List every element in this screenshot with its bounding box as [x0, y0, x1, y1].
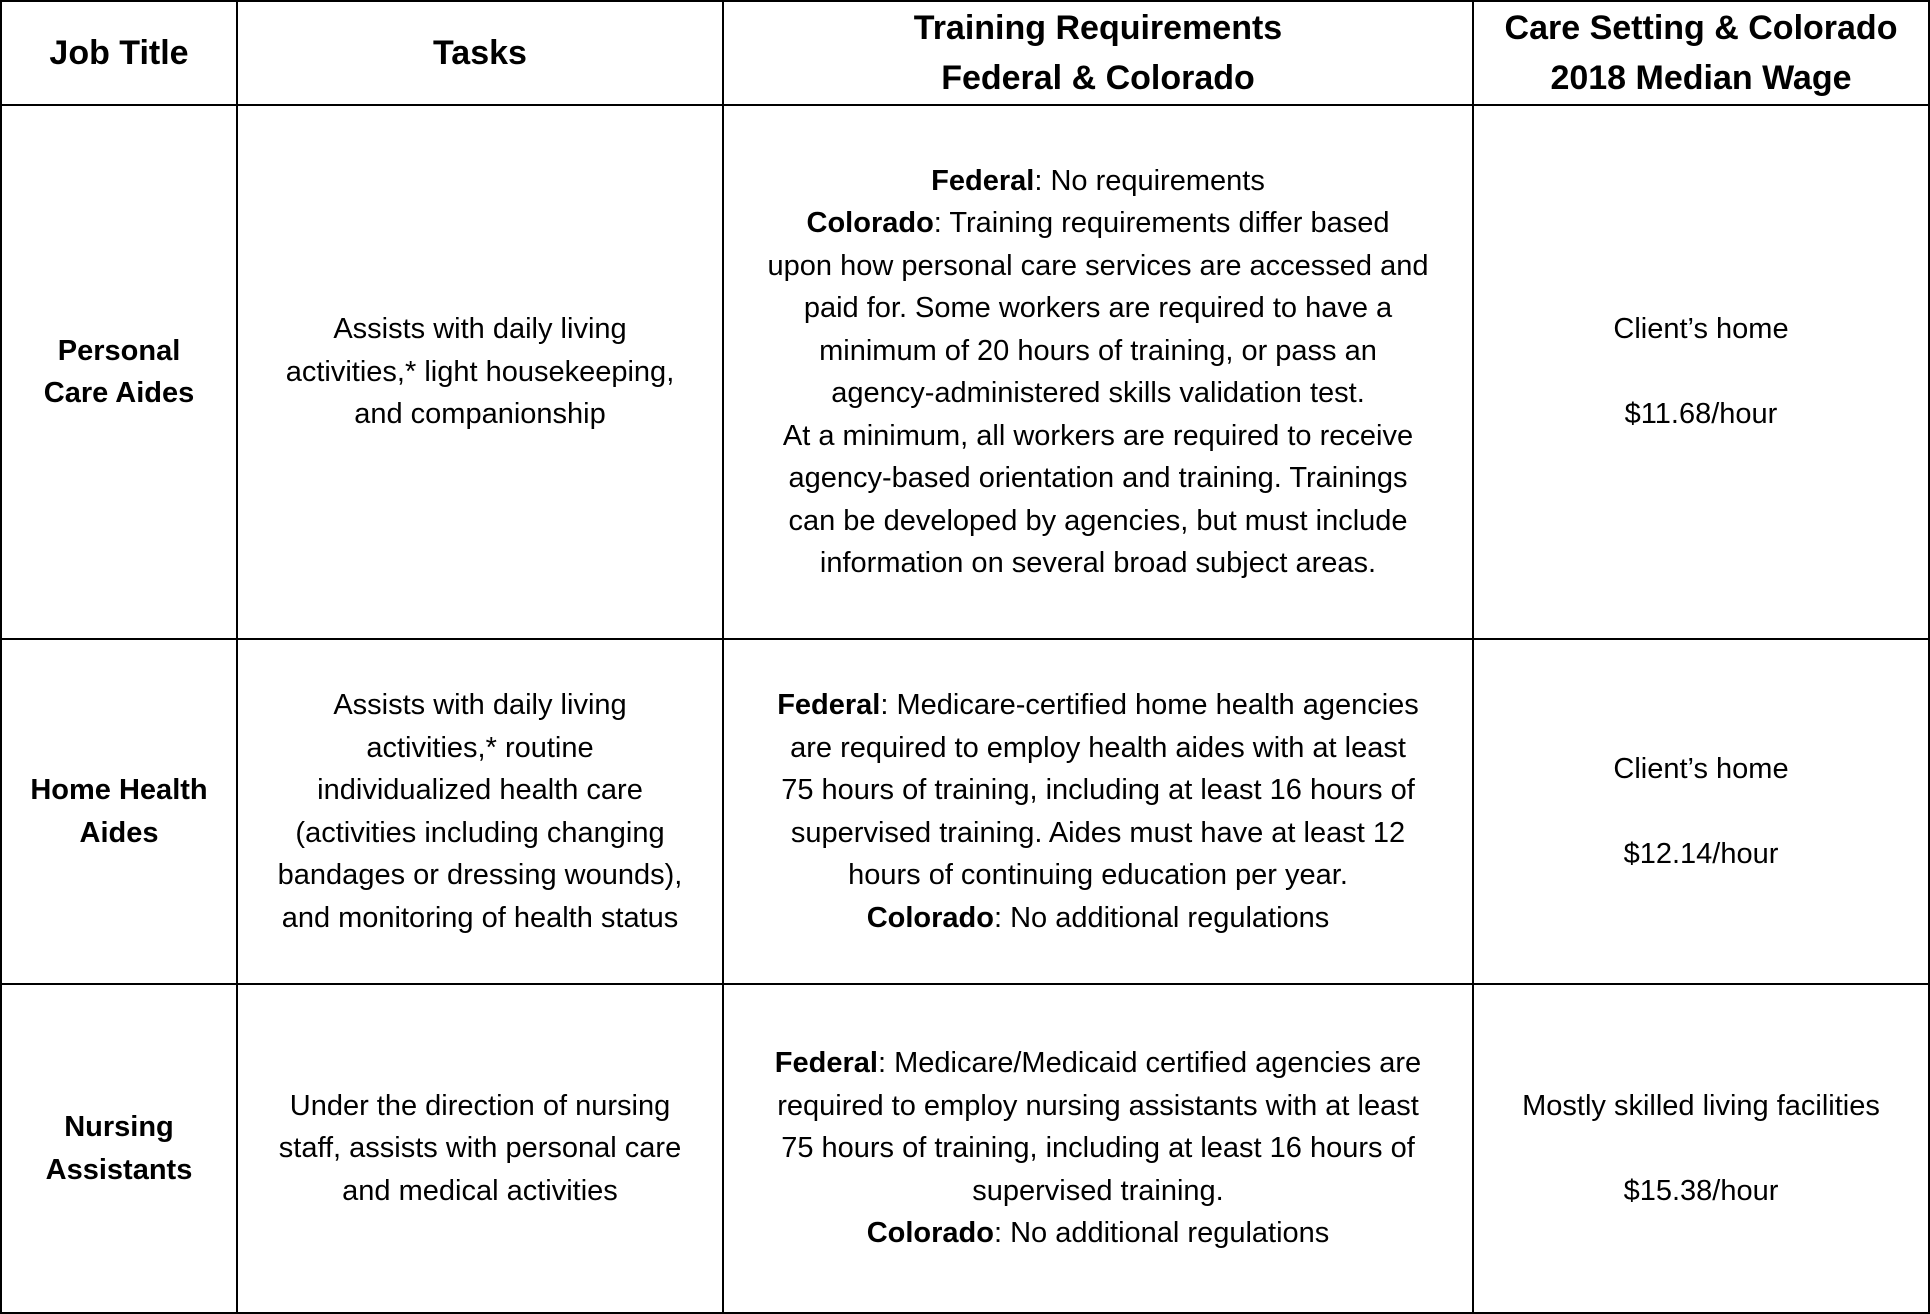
federal-text: : Medicare/Medicaid certified agencies are	[877, 1047, 1422, 1080]
task-line: and companionship	[354, 398, 606, 431]
table-header-row	[1, 1, 1929, 105]
training-line: supervised training. Aides must have at least 12	[790, 816, 1406, 849]
header-training-line-2: Federal & Colorado	[941, 59, 1255, 97]
care-setting-text: Mostly skilled living facilities	[1522, 1089, 1880, 1122]
training-line: At a minimum, all workers are required to receive	[782, 419, 1414, 452]
median-wage-text: $11.68/hour	[1624, 398, 1778, 431]
colorado-line	[738, 897, 1458, 940]
federal-line	[738, 684, 1458, 727]
job-title-cell	[1, 984, 237, 1313]
training-line: agency-based orientation and training. Trainings	[788, 462, 1408, 494]
job-title-cell	[1, 105, 237, 639]
colorado-text: : No additional regulations	[993, 901, 1330, 934]
job-title-line: Assistants	[45, 1153, 193, 1186]
header-setting-line-1: Care Setting & Colorado	[1504, 9, 1898, 47]
median-wage-text: $15.38/hour	[1623, 1174, 1779, 1207]
task-line: activities,* routine	[366, 731, 594, 764]
care-setting-text: Client’s home	[1613, 752, 1789, 785]
header-tasks	[237, 1, 723, 105]
task-line: Assists with daily living	[333, 689, 627, 721]
job-title-line: Aides	[79, 816, 159, 849]
training-line: hours of continuing education per year.	[848, 859, 1348, 891]
table-row	[1, 639, 1929, 984]
training-line: can be developed by agencies, but must include	[788, 504, 1408, 537]
header-training	[723, 1, 1473, 105]
task-line: bandages or dressing wounds),	[277, 859, 683, 891]
federal-line	[738, 1042, 1458, 1085]
median-wage-text: $12.14/hour	[1623, 837, 1779, 870]
training-line: 75 hours of training, including at least 16 hours of	[781, 1132, 1415, 1165]
job-title-line: Care Aides	[43, 377, 195, 409]
task-line: Assists with daily living	[333, 313, 627, 346]
federal-text: : No requirements	[1034, 164, 1265, 197]
header-setting-line-2: 2018 Median Wage	[1550, 59, 1852, 97]
training-line: minimum of 20 hours of training, or pass an	[819, 334, 1377, 367]
training-line: supervised training.	[972, 1174, 1224, 1207]
tasks-cell	[237, 639, 723, 984]
training-line: agency-administered skills validation test.	[831, 377, 1365, 409]
colorado-text: : No additional regulations	[993, 1217, 1330, 1250]
task-line: (activities including changing	[295, 816, 665, 849]
tasks-cell	[237, 105, 723, 639]
header-care-setting-wage	[1473, 1, 1929, 105]
federal-label: Federal	[931, 164, 1035, 197]
header-training-line-1: Training Requirements	[913, 9, 1283, 47]
colorado-label: Colorado	[866, 901, 994, 934]
colorado-label: Colorado	[806, 207, 934, 239]
care-setting-cell	[1473, 984, 1929, 1313]
federal-label: Federal	[777, 689, 881, 721]
task-line: staff, assists with personal care	[278, 1132, 682, 1165]
training-line: are required to employ health aides with at least	[790, 731, 1406, 764]
header-tasks-text: Tasks	[433, 34, 527, 72]
table-row	[1, 105, 1929, 639]
job-title-line: Home Health	[30, 774, 208, 806]
training-cell	[723, 105, 1473, 639]
job-title-line: Nursing	[64, 1111, 174, 1143]
spacer	[1488, 1127, 1914, 1170]
task-line: and monitoring of health status	[281, 901, 679, 934]
task-line: activities,* light housekeeping,	[285, 355, 675, 388]
task-line: individualized health care	[317, 774, 643, 806]
care-setting-text: Client’s home	[1613, 313, 1789, 346]
training-line: paid for. Some workers are required to have a	[803, 292, 1393, 324]
training-cell	[723, 984, 1473, 1313]
colorado-line	[738, 1212, 1458, 1255]
colorado-label: Colorado	[866, 1217, 994, 1250]
header-job-title-text: Job Title	[49, 34, 189, 72]
training-line: required to employ nursing assistants with at least	[777, 1089, 1419, 1122]
spacer	[1488, 790, 1914, 833]
task-line: and medical activities	[342, 1174, 618, 1207]
spacer	[1488, 351, 1914, 394]
training-line: 75 hours of training, including at least 16 hours of	[781, 774, 1415, 806]
job-title-line: Personal	[57, 334, 181, 367]
care-setting-cell	[1473, 639, 1929, 984]
colorado-line	[738, 202, 1458, 245]
federal-line	[738, 160, 1458, 203]
job-title-cell	[1, 639, 237, 984]
tasks-cell	[237, 984, 723, 1313]
training-cell	[723, 639, 1473, 984]
header-job-title	[1, 1, 237, 105]
table-row	[1, 984, 1929, 1313]
care-setting-cell	[1473, 105, 1929, 639]
federal-text: : Medicare-certified home health agencies	[880, 689, 1419, 721]
training-line: information on several broad subject areas.	[819, 547, 1377, 579]
training-line: upon how personal care services are accessed and	[767, 249, 1429, 282]
federal-label: Federal	[774, 1047, 878, 1080]
task-line: Under the direction of nursing	[289, 1089, 671, 1122]
colorado-text: : Training requirements differ based	[933, 207, 1390, 239]
